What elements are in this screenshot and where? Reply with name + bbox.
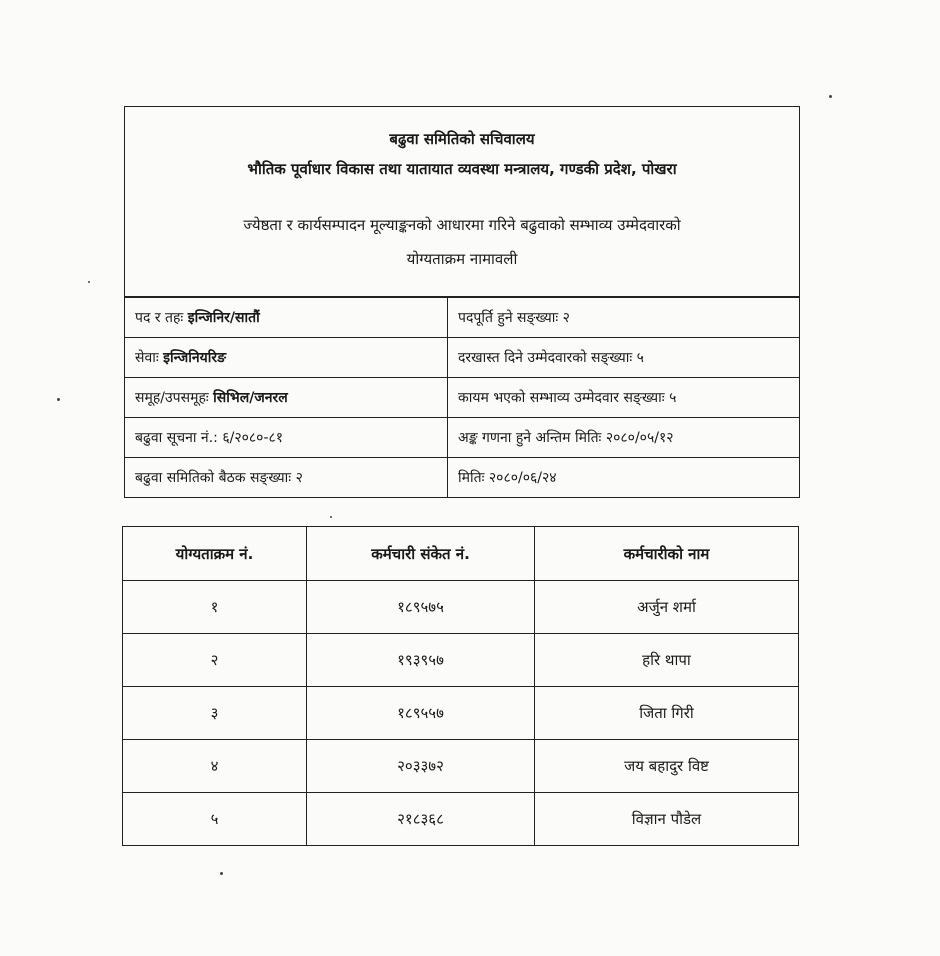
info-label: बढुवा सूचना नं.: (135, 430, 218, 446)
info-cell-right: कायम भएको सम्भाव्य उम्मेदवार सङ्ख्याः ५ (448, 378, 800, 418)
employee-name-cell: जिता गिरी (535, 687, 799, 740)
employee-code-cell: १८९५७५ (307, 581, 535, 634)
rank-cell: १ (123, 581, 307, 634)
scan-speck (220, 872, 223, 875)
info-cell-right: दरखास्त दिने उम्मेदवारको सङ्ख्याः ५ (448, 338, 800, 378)
table-row (123, 793, 799, 846)
info-label: बढुवा समितिको बैठक सङ्ख्याः (135, 470, 292, 486)
rank-cell: ३ (123, 687, 307, 740)
ministry-title: भौतिक पूर्वाधार विकास तथा यातायात व्यवस्था मन्त्रालय, गण्डकी प्रदेश, पोखरा (247, 160, 677, 178)
info-value: सिभिल/जनरल (213, 390, 288, 406)
info-cell-left (125, 338, 448, 378)
info-cell-left (125, 298, 448, 338)
info-row (125, 338, 800, 378)
office-title: बढुवा समितिको सचिवालय (389, 130, 535, 148)
rank-cell: २ (123, 634, 307, 687)
rank-cell: ५ (123, 793, 307, 846)
document-description-line2: योग्यताक्रम नामावली (406, 250, 518, 268)
info-value: ६/२०८०-८१ (222, 430, 284, 446)
scan-speck (330, 516, 332, 518)
info-value: इन्जिनिर/सातौं (187, 310, 260, 326)
employee-name-cell: जय बहादुर विष्ट (535, 740, 799, 793)
table-row (123, 634, 799, 687)
info-value: इन्जिनियरिङ (163, 350, 227, 366)
info-cell-right: अङ्क गणना हुने अन्तिम मितिः २०८०/०५/१२ (448, 418, 800, 458)
info-value: २ (295, 470, 303, 486)
scan-speck (88, 281, 90, 283)
employee-name-cell: विज्ञान पौडेल (535, 793, 799, 846)
table-header-row (123, 527, 799, 581)
promotion-info-table (124, 297, 800, 498)
document-description-line1: ज्येष्ठता र कार्यसम्पादन मूल्याङ्कनको आधारमा गरिने बढुवाको सम्भाव्य उम्मेदवारको (243, 216, 681, 234)
info-label: सेवाः (135, 350, 159, 366)
table-row (123, 687, 799, 740)
info-cell-left (125, 378, 448, 418)
document-header (124, 106, 800, 297)
info-row (125, 298, 800, 338)
rank-cell: ४ (123, 740, 307, 793)
table-row (123, 581, 799, 634)
employee-code-cell: २०३३७२ (307, 740, 535, 793)
employee-code-cell: १९३९५७ (307, 634, 535, 687)
column-header-employee-code: कर्मचारी संकेत नं. (307, 527, 535, 581)
info-row (125, 378, 800, 418)
column-header-rank: योग्यताक्रम नं. (123, 527, 307, 581)
info-label: पद र तहः (135, 310, 184, 326)
scan-speck (829, 95, 832, 98)
table-row (123, 740, 799, 793)
employee-code-cell: २१८३६८ (307, 793, 535, 846)
column-header-employee-name: कर्मचारीको नाम (535, 527, 799, 581)
employee-name-cell: अर्जुन शर्मा (535, 581, 799, 634)
employee-code-cell: १८९५५७ (307, 687, 535, 740)
info-row (125, 458, 800, 498)
merit-list-table (122, 526, 799, 846)
employee-name-cell: हरि थापा (535, 634, 799, 687)
info-cell-left (125, 418, 448, 458)
info-label: समूह/उपसमूहः (135, 390, 209, 406)
scan-speck (57, 398, 60, 401)
info-cell-left (125, 458, 448, 498)
info-row (125, 418, 800, 458)
info-cell-right: पदपूर्ति हुने सङ्ख्याः २ (448, 298, 800, 338)
info-cell-right: मितिः २०८०/०६/२४ (448, 458, 800, 498)
